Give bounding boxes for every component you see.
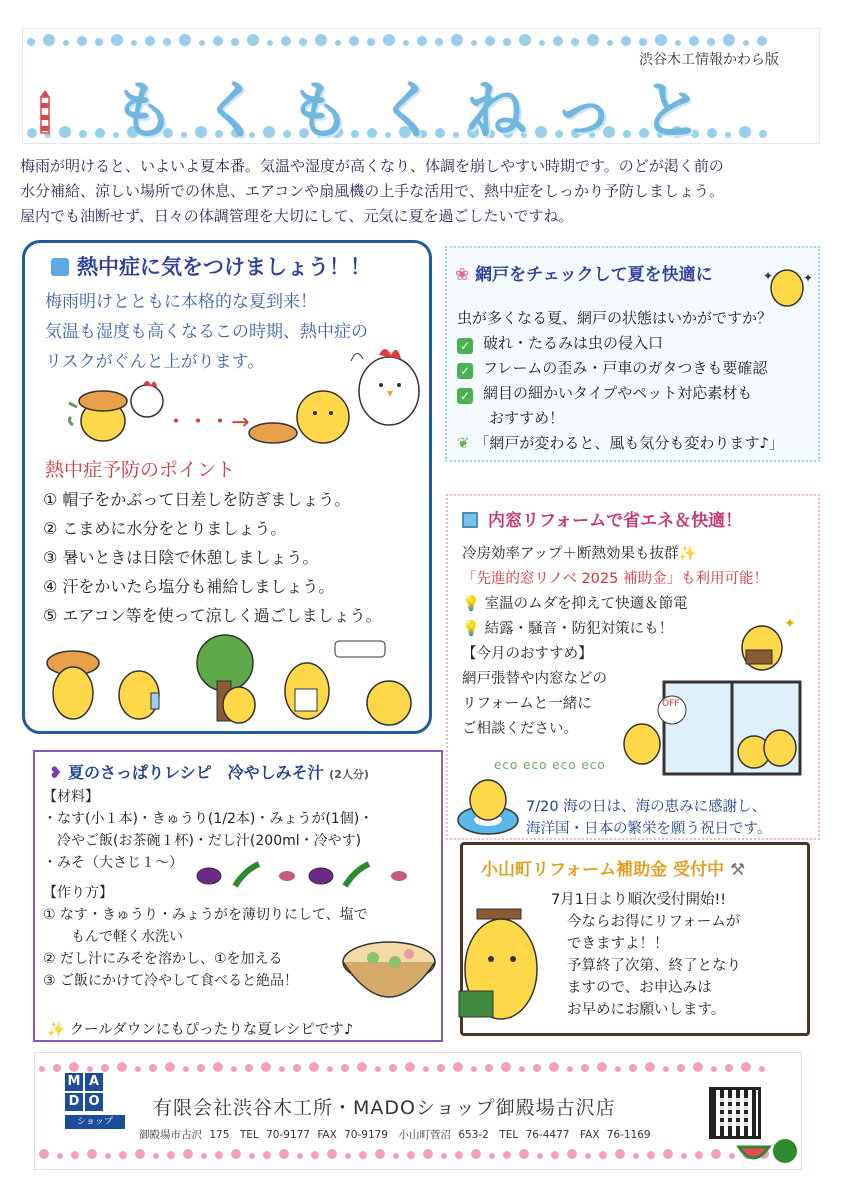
window-icon — [462, 512, 478, 528]
decorative-dot — [453, 1062, 463, 1072]
decorative-dot — [327, 1066, 333, 1072]
decorative-dot — [183, 1149, 193, 1159]
decorative-dot — [263, 1151, 271, 1159]
list-item: 網目の細かいタイプやペット対応素材も — [483, 384, 753, 402]
checkbox-icon: ✓ — [457, 363, 473, 379]
header-dots-top — [23, 31, 819, 49]
decorative-dot — [247, 34, 259, 46]
heatstroke-section — [22, 240, 432, 734]
list-item-continuation: おすすめ！ — [489, 409, 565, 427]
decorative-dot — [215, 1151, 223, 1159]
chicks-row-illustration — [39, 641, 419, 731]
decorative-dot — [249, 1153, 255, 1159]
decorative-dot — [437, 1064, 445, 1072]
decorative-dot — [621, 36, 631, 46]
lightbulb-icon: 💡 — [462, 621, 481, 637]
decorative-dot — [629, 1064, 637, 1072]
decorative-dot — [607, 40, 613, 46]
screen-door-quote: 「網戸が変わると、風も気分も変わります♪」 — [474, 434, 784, 452]
decorative-dot — [145, 36, 155, 46]
decorative-dot — [655, 34, 667, 46]
lead-line: リスクがぐんと上がります。 — [45, 352, 265, 372]
svg-text:✦: ✦ — [784, 616, 796, 632]
decorative-dot — [435, 38, 443, 46]
decorative-dot — [741, 1062, 751, 1072]
decorative-dot — [199, 40, 205, 46]
miso-soup-bowl-illustration — [339, 932, 439, 1008]
decorative-dot — [167, 1151, 175, 1159]
decorative-dot — [117, 1062, 127, 1072]
decorative-dot — [63, 40, 69, 46]
decorative-dot — [149, 1064, 157, 1072]
decorative-dot — [101, 1064, 109, 1072]
lead-line: 梅雨明けとともに本格的な夏到来！ — [45, 292, 317, 312]
decorative-dot — [567, 1066, 573, 1072]
decorative-dot — [163, 38, 171, 46]
decorative-dot — [757, 36, 767, 46]
recommend-line: 網戸張替や内窓などの — [462, 671, 607, 687]
list-item: 結露・騒音・防犯対策にも！ — [484, 621, 674, 637]
subsidy-line: 予算終了次第、終了となり — [567, 958, 741, 974]
list-item: 室温のムダを抑えて快適＆節電 — [484, 596, 688, 612]
decorative-dot — [441, 1153, 447, 1159]
decorative-dot — [153, 1153, 159, 1159]
decorative-dot — [549, 1062, 559, 1072]
eco-label: eco eco eco eco — [494, 758, 606, 772]
decorative-dot — [79, 130, 87, 138]
decorative-dot — [615, 1066, 621, 1072]
heatstroke-heading — [51, 251, 371, 281]
screen-door-title: 網戸をチェックして夏を快適に — [475, 265, 713, 285]
decorative-dot — [675, 40, 681, 46]
inner-window-title: 内窓リフォームで省エネ＆快適！ — [488, 511, 743, 531]
decorative-dot — [111, 34, 123, 46]
intro-line: 屋内でも油断せず、日々の体調管理を大切にして、元気に夏を過ごしたいですね。 — [20, 207, 574, 225]
decorative-dot — [645, 1062, 655, 1072]
decorative-dot — [677, 1064, 685, 1072]
decorative-dot — [553, 36, 563, 46]
decorative-dot — [739, 126, 751, 138]
money-chick-illustration — [724, 614, 804, 674]
decorative-dot — [105, 1153, 111, 1159]
recipe-section — [33, 750, 443, 1042]
decorative-dot — [471, 40, 477, 46]
decorative-dot — [537, 1153, 543, 1159]
page-subtitle: 渋谷木工情報かわら版 — [639, 52, 779, 68]
steps-title: 【作り方】 — [43, 885, 113, 901]
decorative-dot — [423, 1149, 433, 1159]
subsidy-body — [551, 889, 741, 1021]
lighthouse-icon — [37, 89, 53, 135]
subsidy-line: 7月1日より順次受付開始!! — [551, 892, 727, 908]
decorative-dot — [231, 1066, 237, 1072]
watermelon-icon — [735, 1137, 799, 1167]
decorative-dot — [383, 34, 395, 46]
decorative-dot — [59, 126, 71, 138]
ingredient-line: ・みそ（大さじ１〜） — [43, 855, 183, 871]
subsidy-line: ますので、お申込みは — [567, 980, 712, 996]
subsidy-line: 今ならお得にリフォームが — [567, 914, 741, 930]
subsidy-section — [460, 842, 810, 1036]
recipe-footnote: ✨ クールダウンにもぴったりな夏レシピです♪ — [47, 1022, 354, 1038]
chick-rooster-illustration — [251, 341, 421, 453]
decorative-dot — [471, 1066, 477, 1072]
decorative-dot — [471, 1149, 481, 1159]
decorative-dot — [599, 1151, 607, 1159]
decorative-dot — [197, 1064, 205, 1072]
decorative-dot — [213, 36, 223, 46]
qr-code-icon[interactable] — [709, 1087, 761, 1139]
heatstroke-title: 熱中症に気をつけましょう！！ — [77, 255, 371, 279]
decorative-dot — [417, 36, 427, 46]
decorative-dot — [349, 36, 359, 46]
recipe-serving: (2人分) — [329, 768, 369, 781]
sea-day-note — [526, 796, 771, 840]
list-item: ③ 暑いときは日陰で休憩しましょう。 — [43, 548, 319, 567]
mado-logo — [65, 1073, 125, 1135]
decorative-dot — [279, 1149, 289, 1159]
decorative-dot — [231, 1149, 241, 1159]
footer-dots-bottom — [35, 1144, 801, 1163]
decorative-dot — [551, 1151, 559, 1159]
inner-window-heading — [462, 506, 742, 531]
subsidy-heading — [481, 855, 745, 880]
decorative-dot — [723, 34, 735, 46]
logo-letter: A — [85, 1073, 103, 1091]
decorative-dot — [27, 128, 37, 138]
recipe-heading — [49, 760, 369, 783]
decorative-dot — [357, 1062, 367, 1072]
recipe-title: 夏のさっぱりレシピ 冷やしみそ汁 — [67, 763, 324, 782]
decorative-dot — [267, 40, 273, 46]
decorative-dot — [707, 38, 715, 46]
decorative-dot — [245, 1064, 253, 1072]
decorative-dot — [711, 1149, 721, 1159]
decorative-dot — [403, 40, 409, 46]
decorative-dot — [585, 1153, 591, 1159]
decorative-dot — [261, 1062, 271, 1072]
decorative-dot — [455, 1151, 463, 1159]
list-item: ② こまめに水分をとりましょう。 — [43, 519, 287, 538]
ingredient-line: ・なす(小１本)・きゅうり(1/2本)・みょうが(1個)・ — [43, 811, 374, 827]
decorative-dot — [281, 36, 291, 46]
decorative-dot — [327, 1149, 337, 1159]
header-banner — [22, 28, 820, 144]
decorative-dot — [633, 1153, 639, 1159]
decorative-dot — [389, 1064, 397, 1072]
decorative-dot — [405, 1062, 415, 1072]
footer-dots-top — [35, 1057, 801, 1076]
decorative-dot — [647, 1151, 655, 1159]
list-item: ⑤ エアコン等を使って涼しく過ごしましょう。 — [43, 606, 382, 625]
decorative-dot — [759, 130, 767, 138]
decorative-dot — [87, 1149, 97, 1159]
decorative-dot — [519, 1066, 525, 1072]
list-item: もんで軽く水洗い — [71, 929, 183, 945]
tools-icon: ⚒ — [730, 860, 746, 880]
decorative-dot — [375, 1066, 381, 1072]
decorative-dot — [57, 1153, 63, 1159]
graduate-chick-illustration — [457, 905, 547, 1039]
decorative-dot — [179, 34, 191, 46]
decorative-dot — [571, 38, 579, 46]
float-ring-chick-illustration — [456, 772, 526, 838]
checkbox-icon: ✓ — [457, 338, 473, 354]
decorative-dot — [53, 1064, 61, 1072]
decorative-dot — [597, 1062, 607, 1072]
svg-text:✦: ✦ — [803, 271, 814, 285]
decorative-dot — [759, 1066, 765, 1072]
arrow-icon: ・・・→ — [165, 410, 250, 435]
decorative-dot — [519, 34, 531, 46]
ice-cube-icon — [51, 258, 69, 276]
decorative-dot — [519, 1149, 529, 1159]
decorative-dot — [345, 1153, 351, 1159]
decorative-dot — [71, 1151, 79, 1159]
list-item: ② だし汁にみそを溶かし、①を加える — [43, 951, 283, 967]
decorative-dot — [359, 1151, 367, 1159]
recommend-line: ご相談ください。 — [462, 721, 578, 737]
decorative-dot — [489, 1153, 495, 1159]
list-item: 破れ・たるみは虫の侵入口 — [483, 334, 664, 352]
decorative-dot — [299, 38, 307, 46]
decorative-dot — [335, 40, 341, 46]
decorative-dot — [485, 36, 495, 46]
decorative-dot — [279, 1066, 285, 1072]
decorative-dot — [567, 1149, 577, 1159]
screen-door-heading — [455, 260, 713, 285]
decorative-dot — [69, 1062, 79, 1072]
decorative-dot — [27, 38, 35, 46]
lead-line: 気温も湿度も高くなるこの時期、熱中症の — [45, 322, 368, 342]
leaf-icon: ❦ — [457, 434, 470, 452]
flower-icon: ❀ — [455, 265, 470, 285]
vegetables-illustration — [195, 858, 415, 892]
decorative-dot — [503, 38, 511, 46]
screen-door-lead: 虫が多くなる夏、網戸の状態はいかがですか？ — [457, 309, 773, 327]
lightbulb-icon: 💡 — [462, 596, 481, 612]
decorative-dot — [693, 1062, 703, 1072]
decorative-dot — [341, 1064, 349, 1072]
decorative-dot — [581, 1064, 589, 1072]
decorative-dot — [695, 1151, 703, 1159]
decorative-dot — [393, 1153, 399, 1159]
decorative-dot — [663, 1066, 669, 1072]
sea-day-line: 7/20 海の日は、海の恵みに感謝し、 — [526, 799, 767, 815]
screen-door-section — [445, 246, 820, 462]
decorative-dot — [407, 1151, 415, 1159]
sparkle-chick-illustration — [763, 262, 813, 308]
decorative-dot — [135, 1149, 145, 1159]
decorative-dot — [711, 1066, 717, 1072]
decorative-dot — [503, 1151, 511, 1159]
ingredient-line: 冷やご飯(お茶碗１杯)・だし汁(200ml・冷やす) — [57, 833, 362, 849]
decorative-dot — [77, 36, 87, 46]
window-illustration — [624, 682, 804, 776]
decorative-dot — [309, 1062, 319, 1072]
decorative-dot — [297, 1153, 303, 1159]
decorative-dot — [639, 38, 647, 46]
window-line: 冷房効率アップ＋断熱効果も抜群✨ — [462, 546, 697, 562]
logo-letter: D — [65, 1093, 83, 1111]
recommend-line: リフォームと一緒に — [462, 696, 592, 712]
decorative-dot — [135, 1066, 141, 1072]
company-name: 有限会社渋谷木工所・MADOショップ御殿場古沢店 — [153, 1097, 616, 1119]
decorative-dot — [533, 1064, 541, 1072]
decorative-dot — [743, 40, 749, 46]
decorative-dot — [311, 1151, 319, 1159]
decorative-dot — [231, 38, 239, 46]
decorative-dot — [501, 1062, 511, 1072]
decorative-dot — [95, 128, 105, 138]
decorative-dot — [201, 1153, 207, 1159]
decorative-dot — [689, 36, 699, 46]
logo-subtext: ショップ — [65, 1115, 125, 1129]
decorative-dot — [165, 1062, 175, 1072]
footer — [34, 1052, 802, 1170]
intro-line: 水分補給、涼しい場所での休息、エアコンや扇風機の上手な活用で、熱中症をしっかり予防しましょう。 — [20, 182, 724, 200]
decorative-dot — [119, 1151, 127, 1159]
decorative-dot — [43, 34, 55, 46]
recommend-title: 【今月のおすすめ】 — [462, 646, 593, 662]
list-item: ③ ご飯にかけて冷やして食べると絶品！ — [43, 973, 298, 989]
intro-line: 梅雨が明けると、いよいよ夏本番。気温や湿度が高くなり、体調を崩しやすい時期です。のどが渇く前の — [20, 157, 724, 175]
heatstroke-points-list — [43, 485, 382, 630]
subsidy-line: お早めにお願いします。 — [567, 1002, 726, 1018]
subsidy-title: 小山町リフォーム補助金 受付中 — [481, 860, 725, 880]
decorative-dot — [213, 1062, 223, 1072]
decorative-dot — [183, 1066, 189, 1072]
sea-day-line: 海洋国・日本の繁栄を願う祝日です。 — [526, 821, 772, 837]
list-item: フレームの歪み・戸車のガタつきも要確認 — [483, 359, 768, 377]
decorative-dot — [663, 1149, 673, 1159]
decorative-dot — [315, 34, 327, 46]
list-item: ① 帽子をかぶって日差しを防ぎましょう。 — [43, 490, 351, 509]
page-title: もくもくねっと — [113, 74, 730, 144]
intro-text — [20, 154, 825, 229]
decorative-dot — [725, 1064, 733, 1072]
list-item: ① なす・きゅうり・みょうがを薄切りにして、塩で — [43, 907, 368, 923]
svg-text:✦: ✦ — [763, 269, 774, 283]
ingredients-title: 【材料】 — [43, 789, 99, 805]
contact-info: 御殿場市古沢 175 TEL 70-9177 FAX 70-9179 小山町菅沼 653-2 TEL 76-4477 FAX 76-1169 — [139, 1129, 651, 1141]
heatstroke-points-title: 熱中症予防のポイント — [45, 459, 236, 481]
logo-letter: M — [65, 1073, 83, 1091]
decorative-dot — [87, 1066, 93, 1072]
decorative-dot — [39, 1149, 49, 1159]
off-label: OFF — [662, 699, 680, 709]
decorative-dot — [423, 1066, 429, 1072]
list-item: ④ 汗をかいたら塩分も補給しましょう。 — [43, 577, 335, 596]
window-subsidy-line: 「先進的窓リノベ 2025 補助金」も利用可能！ — [462, 571, 768, 587]
screen-door-body — [457, 306, 784, 456]
decorative-dot — [587, 34, 599, 46]
logo-letter: O — [85, 1093, 103, 1111]
decorative-dot — [131, 40, 137, 46]
decorative-dot — [367, 38, 375, 46]
decorative-dot — [39, 1066, 45, 1072]
decorative-dot — [485, 1064, 493, 1072]
decorative-dot — [615, 1149, 625, 1159]
decorative-dot — [681, 1153, 687, 1159]
checkbox-icon: ✓ — [457, 388, 473, 404]
decorative-dot — [539, 40, 545, 46]
decorative-dot — [95, 38, 103, 46]
decorative-dot — [293, 1064, 301, 1072]
subsidy-line: できますよ！！ — [567, 936, 669, 952]
decorative-dot — [451, 34, 463, 46]
decorative-dot — [375, 1149, 385, 1159]
eggplant-icon: ❥ — [49, 763, 63, 782]
